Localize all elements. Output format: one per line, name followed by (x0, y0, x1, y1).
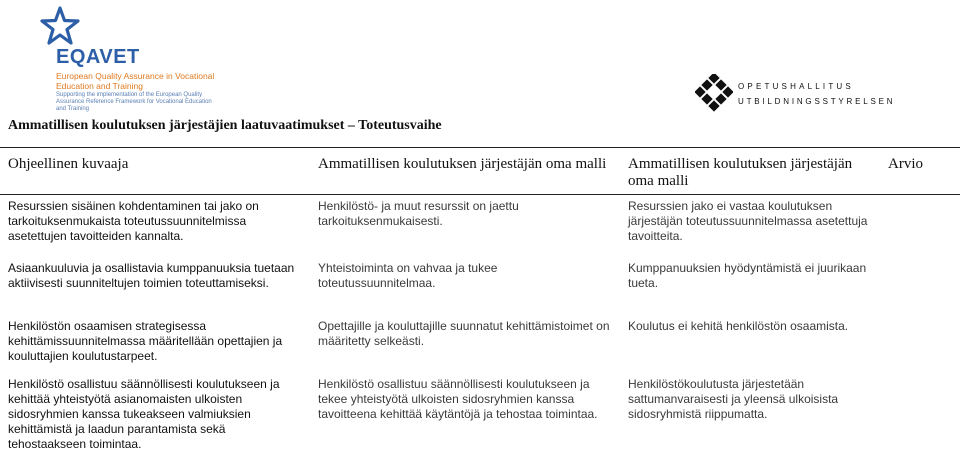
table-row (0, 315, 960, 373)
table-row (0, 195, 960, 257)
table-header-row (0, 148, 960, 195)
table-cell: Henkilöstö osallistuu säännöllisesti koulutukseen ja tekee yhteistyötä ulkoisten sidosryhmien kanssa tavoitteena kehittää käytäntöjä ja tehostaa toimintaa. (318, 376, 598, 421)
table-cell: Henkilöstökoulutusta järjestetään sattumanvaraisesti ja yleensä ulkoisista sidosryhmistä riippumatta. (628, 376, 839, 421)
table-cell (880, 257, 960, 315)
table-cell: Asiaankuuluvia ja osallistavia kumppanuuksia tuetaan aktiivisesti suunniteltujen toimien toteuttamiseksi. (8, 260, 295, 290)
table-cell: Henkilöstö osallistuu säännöllisesti koulutukseen ja kehittää yhteistyötä asianomaisten ulkoisten sidosryhmien kanssa tukeakseen valmiuksien kehittämistä ja laadun parantamista sekä tehostaakseen toimintaa. (8, 376, 280, 451)
document-title: Ammatillisen koulutuksen järjestäjien laatuvaatimukset – Toteutusvaihe (8, 118, 442, 133)
table-cell: Kumppanuuksien hyödyntämistä ei juurikaan tueta. (628, 260, 867, 290)
eqavet-wordmark: EQAVET (56, 46, 140, 68)
utbildningsstyrelsen-name: UTBILDNINGSSTYRELSEN (738, 97, 896, 106)
header-cell: Arvio (888, 156, 923, 172)
table-cell (880, 315, 960, 373)
opetushallitus-diamond-icon (695, 74, 733, 112)
table-cell: Henkilöstön osaamisen strategisessa kehittämissuunnitelmassa määritellään opettajien ja kouluttajien koulutustarpeet. (8, 318, 283, 363)
table-cell: Resurssien jako ei vastaa koulutuksen järjestäjän toteutussuunnitelmassa asetettuja tavoitteita. (628, 199, 868, 243)
table-cell: Koulutus ei kehitä henkilöstön osaamista. (628, 318, 849, 333)
header-cell: Ammatillisen koulutuksen järjestäjän oma malli (318, 156, 607, 172)
opetushallitus-logo (692, 72, 912, 120)
table-cell (880, 195, 960, 257)
eqavet-tagline: European Quality Assurance in Vocational Education and Training (56, 71, 215, 91)
table-cell: Yhteistoiminta on vahvaa ja tukee toteutussuunnitelmaa. (318, 260, 498, 290)
table-cell (880, 373, 960, 461)
header-cell: Ammatillisen koulutuksen järjestäjän oma malli (628, 156, 853, 189)
table-row (0, 257, 960, 315)
table-row (0, 373, 960, 461)
eqavet-star-icon (40, 6, 80, 46)
table-cell: Resurssien sisäinen kohdentaminen tai jako on tarkoituksenmukaista toteutussuunnitelmissa asetettujen tavoitteiden kannalta. (8, 199, 259, 243)
opetushallitus-name: OPETUSHALLITUS (738, 82, 854, 91)
table-cell: Henkilöstö- ja muut resurssit on jaettu tarkoituksenmukaisesti. (318, 199, 519, 228)
header-cell: Ohjeellinen kuvaaja (8, 156, 129, 172)
eqavet-logo (18, 6, 215, 112)
eqavet-subtagline: Supporting the implementation of the European Quality Assurance Reference Framework for Vocational Education and Training (56, 92, 212, 112)
table-cell: Opettajille ja kouluttajille suunnatut kehittämistoimet on määritetty selkeästi. (318, 318, 610, 348)
requirements-table (0, 147, 960, 461)
